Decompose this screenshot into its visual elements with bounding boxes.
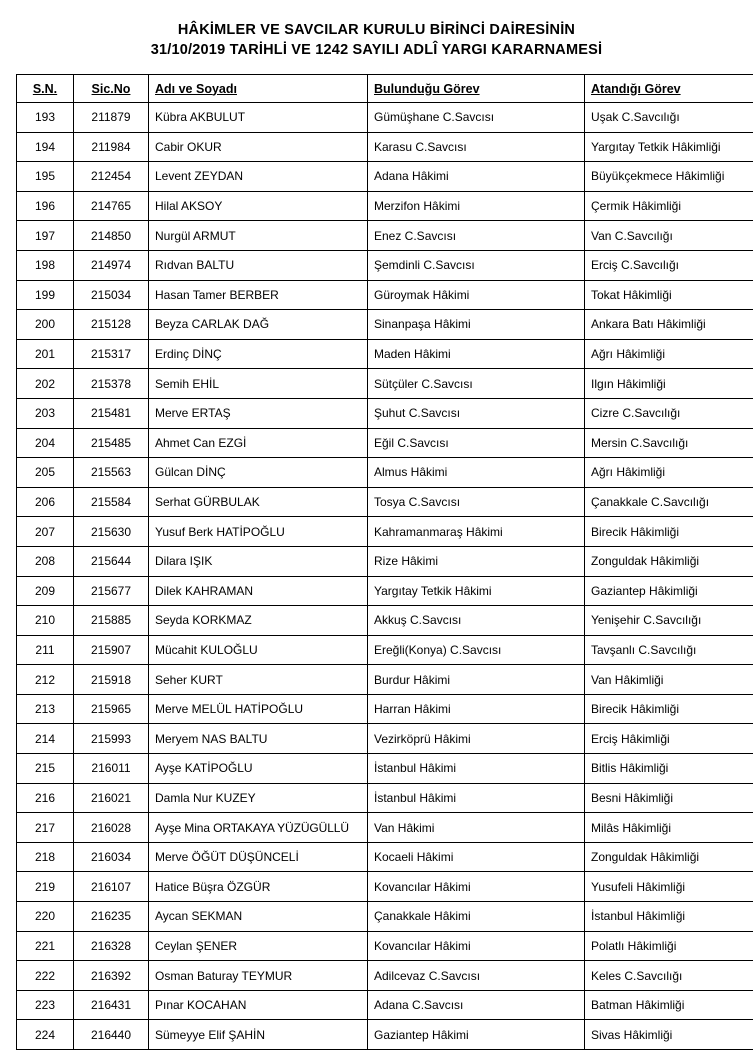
cell-current-post: Van Hâkimi xyxy=(368,813,585,843)
cell-assigned-post: Batman Hâkimliği xyxy=(585,990,753,1020)
cell-sicno: 216328 xyxy=(74,931,149,961)
cell-sn: 209 xyxy=(17,576,74,606)
cell-sicno: 214765 xyxy=(74,191,149,221)
cell-current-post: Kocaeli Hâkimi xyxy=(368,842,585,872)
table-row xyxy=(17,546,753,576)
cell-sn: 221 xyxy=(17,931,74,961)
table-row xyxy=(17,162,753,192)
cell-assigned-post: Çanakkale C.Savcılığı xyxy=(585,487,753,517)
cell-name: Meryem NAS BALTU xyxy=(149,724,368,754)
cell-name: Gülcan DİNÇ xyxy=(149,458,368,488)
cell-current-post: Adana C.Savcısı xyxy=(368,990,585,1020)
cell-assigned-post: Sivas Hâkimliği xyxy=(585,1020,753,1050)
table-body xyxy=(17,103,753,1050)
cell-assigned-post: Erciş C.Savcılığı xyxy=(585,250,753,280)
cell-name: Dilek KAHRAMAN xyxy=(149,576,368,606)
cell-sicno: 216440 xyxy=(74,1020,149,1050)
cell-sn: 210 xyxy=(17,606,74,636)
table-row xyxy=(17,487,753,517)
cell-name: Seher KURT xyxy=(149,665,368,695)
cell-assigned-post: Tokat Hâkimliği xyxy=(585,280,753,310)
cell-name: Hasan Tamer BERBER xyxy=(149,280,368,310)
page-title-line-2: 31/10/2019 TARİHLİ VE 1242 SAYILI ADLÎ YARGI KARARNAMESİ xyxy=(16,40,737,60)
cell-sn: 197 xyxy=(17,221,74,251)
cell-assigned-post: İstanbul Hâkimliği xyxy=(585,902,753,932)
cell-assigned-post: Zonguldak Hâkimliği xyxy=(585,842,753,872)
column-header-sn: S.N. xyxy=(17,75,74,103)
cell-sn: 198 xyxy=(17,250,74,280)
cell-current-post: Kovancılar Hâkimi xyxy=(368,872,585,902)
cell-assigned-post: Ağrı Hâkimliği xyxy=(585,458,753,488)
cell-sicno: 215485 xyxy=(74,428,149,458)
cell-name: Ayşe KATİPOĞLU xyxy=(149,754,368,784)
column-header-current-post: Bulunduğu Görev xyxy=(368,75,585,103)
cell-assigned-post: Ağrı Hâkimliği xyxy=(585,339,753,369)
cell-sicno: 211984 xyxy=(74,132,149,162)
cell-name: Serhat GÜRBULAK xyxy=(149,487,368,517)
table-header-row xyxy=(17,75,753,103)
cell-name: Yusuf Berk HATİPOĞLU xyxy=(149,517,368,547)
column-header-name: Adı ve Soyadı xyxy=(149,75,368,103)
table-row xyxy=(17,517,753,547)
table-row xyxy=(17,428,753,458)
cell-name: Kübra AKBULUT xyxy=(149,103,368,133)
cell-current-post: Almus Hâkimi xyxy=(368,458,585,488)
cell-sn: 211 xyxy=(17,635,74,665)
cell-sn: 222 xyxy=(17,961,74,991)
cell-assigned-post: Ilgın Hâkimliği xyxy=(585,369,753,399)
cell-current-post: Tosya C.Savcısı xyxy=(368,487,585,517)
cell-sn: 208 xyxy=(17,546,74,576)
cell-assigned-post: Büyükçekmece Hâkimliği xyxy=(585,162,753,192)
cell-current-post: Şuhut C.Savcısı xyxy=(368,398,585,428)
cell-current-post: Rize Hâkimi xyxy=(368,546,585,576)
cell-name: Rıdvan BALTU xyxy=(149,250,368,280)
cell-current-post: Akkuş C.Savcısı xyxy=(368,606,585,636)
appointments-table xyxy=(16,74,753,1050)
table-row xyxy=(17,694,753,724)
table-row xyxy=(17,1020,753,1050)
cell-sicno: 216034 xyxy=(74,842,149,872)
cell-sicno: 214974 xyxy=(74,250,149,280)
cell-current-post: Burdur Hâkimi xyxy=(368,665,585,695)
cell-name: Levent ZEYDAN xyxy=(149,162,368,192)
cell-sn: 202 xyxy=(17,369,74,399)
cell-assigned-post: Erciş Hâkimliği xyxy=(585,724,753,754)
cell-sicno: 212454 xyxy=(74,162,149,192)
cell-assigned-post: Tavşanlı C.Savcılığı xyxy=(585,635,753,665)
cell-assigned-post: Van C.Savcılığı xyxy=(585,221,753,251)
cell-current-post: Maden Hâkimi xyxy=(368,339,585,369)
cell-sn: 213 xyxy=(17,694,74,724)
cell-name: Hatice Büşra ÖZGÜR xyxy=(149,872,368,902)
cell-sicno: 216431 xyxy=(74,990,149,1020)
cell-name: Nurgül ARMUT xyxy=(149,221,368,251)
table-row xyxy=(17,902,753,932)
cell-current-post: Kahramanmaraş Hâkimi xyxy=(368,517,585,547)
table-row xyxy=(17,576,753,606)
cell-assigned-post: Cizre C.Savcılığı xyxy=(585,398,753,428)
table-row xyxy=(17,990,753,1020)
cell-sicno: 215677 xyxy=(74,576,149,606)
table-row xyxy=(17,250,753,280)
cell-name: Ahmet Can EZGİ xyxy=(149,428,368,458)
cell-assigned-post: Gaziantep Hâkimliği xyxy=(585,576,753,606)
cell-current-post: Şemdinli C.Savcısı xyxy=(368,250,585,280)
cell-sn: 207 xyxy=(17,517,74,547)
cell-sn: 194 xyxy=(17,132,74,162)
cell-assigned-post: Birecik Hâkimliği xyxy=(585,694,753,724)
cell-current-post: Sinanpaşa Hâkimi xyxy=(368,310,585,340)
cell-sn: 203 xyxy=(17,398,74,428)
cell-sicno: 216392 xyxy=(74,961,149,991)
table-header xyxy=(17,75,753,103)
cell-sicno: 215034 xyxy=(74,280,149,310)
cell-sn: 217 xyxy=(17,813,74,843)
cell-assigned-post: Birecik Hâkimliği xyxy=(585,517,753,547)
cell-sn: 214 xyxy=(17,724,74,754)
cell-assigned-post: Çermik Hâkimliği xyxy=(585,191,753,221)
cell-assigned-post: Keles C.Savcılığı xyxy=(585,961,753,991)
cell-sn: 212 xyxy=(17,665,74,695)
table-row xyxy=(17,842,753,872)
cell-name: Sümeyye Elif ŞAHİN xyxy=(149,1020,368,1050)
cell-sicno: 216021 xyxy=(74,783,149,813)
cell-sn: 201 xyxy=(17,339,74,369)
cell-current-post: Enez C.Savcısı xyxy=(368,221,585,251)
cell-current-post: Sütçüler C.Savcısı xyxy=(368,369,585,399)
table-row xyxy=(17,665,753,695)
cell-current-post: Çanakkale Hâkimi xyxy=(368,902,585,932)
cell-sn: 196 xyxy=(17,191,74,221)
table-row xyxy=(17,783,753,813)
cell-current-post: Eğil C.Savcısı xyxy=(368,428,585,458)
cell-sicno: 215993 xyxy=(74,724,149,754)
table-row xyxy=(17,724,753,754)
cell-name: Ayşe Mina ORTAKAYA YÜZÜGÜLLÜ xyxy=(149,813,368,843)
cell-sn: 205 xyxy=(17,458,74,488)
cell-sn: 204 xyxy=(17,428,74,458)
cell-sicno: 215317 xyxy=(74,339,149,369)
cell-current-post: Gümüşhane C.Savcısı xyxy=(368,103,585,133)
page-title-line-1: HÂKİMLER VE SAVCILAR KURULU BİRİNCİ DAİRESİNİN xyxy=(16,20,737,40)
table-row xyxy=(17,606,753,636)
table-row xyxy=(17,132,753,162)
table-row xyxy=(17,872,753,902)
cell-current-post: İstanbul Hâkimi xyxy=(368,754,585,784)
cell-sn: 199 xyxy=(17,280,74,310)
cell-name: Ceylan ŞENER xyxy=(149,931,368,961)
page-title xyxy=(16,20,737,60)
cell-name: Pınar KOCAHAN xyxy=(149,990,368,1020)
table-row xyxy=(17,458,753,488)
table-row xyxy=(17,398,753,428)
column-header-assigned-post: Atandığı Görev xyxy=(585,75,753,103)
cell-current-post: Yargıtay Tetkik Hâkimi xyxy=(368,576,585,606)
cell-name: Aycan SEKMAN xyxy=(149,902,368,932)
cell-sn: 220 xyxy=(17,902,74,932)
cell-sn: 215 xyxy=(17,754,74,784)
table-row xyxy=(17,103,753,133)
cell-assigned-post: Van Hâkimliği xyxy=(585,665,753,695)
table-row xyxy=(17,221,753,251)
cell-assigned-post: Ankara Batı Hâkimliği xyxy=(585,310,753,340)
cell-sicno: 216107 xyxy=(74,872,149,902)
cell-assigned-post: Mersin C.Savcılığı xyxy=(585,428,753,458)
cell-sicno: 215378 xyxy=(74,369,149,399)
cell-sn: 218 xyxy=(17,842,74,872)
table-row xyxy=(17,369,753,399)
cell-name: Damla Nur KUZEY xyxy=(149,783,368,813)
cell-sicno: 215918 xyxy=(74,665,149,695)
cell-name: Dilara IŞIK xyxy=(149,546,368,576)
cell-sicno: 215128 xyxy=(74,310,149,340)
cell-name: Merve ERTAŞ xyxy=(149,398,368,428)
cell-sicno: 215644 xyxy=(74,546,149,576)
table-row xyxy=(17,280,753,310)
cell-sn: 193 xyxy=(17,103,74,133)
cell-sicno: 215481 xyxy=(74,398,149,428)
cell-current-post: Vezirköprü Hâkimi xyxy=(368,724,585,754)
cell-name: Merve ÖĞÜT DÜŞÜNCELİ xyxy=(149,842,368,872)
cell-current-post: Adilcevaz C.Savcısı xyxy=(368,961,585,991)
cell-assigned-post: Yusufeli Hâkimliği xyxy=(585,872,753,902)
cell-current-post: Kovancılar Hâkimi xyxy=(368,931,585,961)
cell-assigned-post: Besni Hâkimliği xyxy=(585,783,753,813)
cell-sicno: 216011 xyxy=(74,754,149,784)
cell-sicno: 211879 xyxy=(74,103,149,133)
column-header-sicno: Sic.No xyxy=(74,75,149,103)
cell-assigned-post: Bitlis Hâkimliği xyxy=(585,754,753,784)
cell-sn: 224 xyxy=(17,1020,74,1050)
cell-current-post: Güroymak Hâkimi xyxy=(368,280,585,310)
cell-sicno: 215630 xyxy=(74,517,149,547)
cell-assigned-post: Yenişehir C.Savcılığı xyxy=(585,606,753,636)
cell-sicno: 216235 xyxy=(74,902,149,932)
cell-assigned-post: Zonguldak Hâkimliği xyxy=(585,546,753,576)
cell-sn: 216 xyxy=(17,783,74,813)
cell-assigned-post: Yargıtay Tetkik Hâkimliği xyxy=(585,132,753,162)
cell-current-post: Karasu C.Savcısı xyxy=(368,132,585,162)
cell-name: Cabir OKUR xyxy=(149,132,368,162)
table-row xyxy=(17,339,753,369)
table-row xyxy=(17,635,753,665)
cell-current-post: Ereğli(Konya) C.Savcısı xyxy=(368,635,585,665)
cell-current-post: Harran Hâkimi xyxy=(368,694,585,724)
cell-name: Erdinç DİNÇ xyxy=(149,339,368,369)
table-row xyxy=(17,191,753,221)
cell-sicno: 215965 xyxy=(74,694,149,724)
cell-name: Merve MELÜL HATİPOĞLU xyxy=(149,694,368,724)
cell-sn: 206 xyxy=(17,487,74,517)
cell-sn: 200 xyxy=(17,310,74,340)
cell-name: Beyza CARLAK DAĞ xyxy=(149,310,368,340)
cell-sicno: 216028 xyxy=(74,813,149,843)
cell-sicno: 215584 xyxy=(74,487,149,517)
cell-sicno: 214850 xyxy=(74,221,149,251)
cell-sn: 223 xyxy=(17,990,74,1020)
table-row xyxy=(17,310,753,340)
table-row xyxy=(17,754,753,784)
cell-name: Mücahit KULOĞLU xyxy=(149,635,368,665)
cell-assigned-post: Milâs Hâkimliği xyxy=(585,813,753,843)
cell-sn: 219 xyxy=(17,872,74,902)
cell-sn: 195 xyxy=(17,162,74,192)
table-row xyxy=(17,931,753,961)
cell-current-post: İstanbul Hâkimi xyxy=(368,783,585,813)
cell-sicno: 215907 xyxy=(74,635,149,665)
cell-current-post: Adana Hâkimi xyxy=(368,162,585,192)
cell-name: Hilal AKSOY xyxy=(149,191,368,221)
cell-name: Osman Baturay TEYMUR xyxy=(149,961,368,991)
cell-sicno: 215563 xyxy=(74,458,149,488)
cell-current-post: Merzifon Hâkimi xyxy=(368,191,585,221)
cell-assigned-post: Uşak C.Savcılığı xyxy=(585,103,753,133)
cell-current-post: Gaziantep Hâkimi xyxy=(368,1020,585,1050)
cell-sicno: 215885 xyxy=(74,606,149,636)
cell-name: Seyda KORKMAZ xyxy=(149,606,368,636)
cell-name: Semih EHİL xyxy=(149,369,368,399)
cell-assigned-post: Polatlı Hâkimliği xyxy=(585,931,753,961)
table-row xyxy=(17,961,753,991)
table-row xyxy=(17,813,753,843)
